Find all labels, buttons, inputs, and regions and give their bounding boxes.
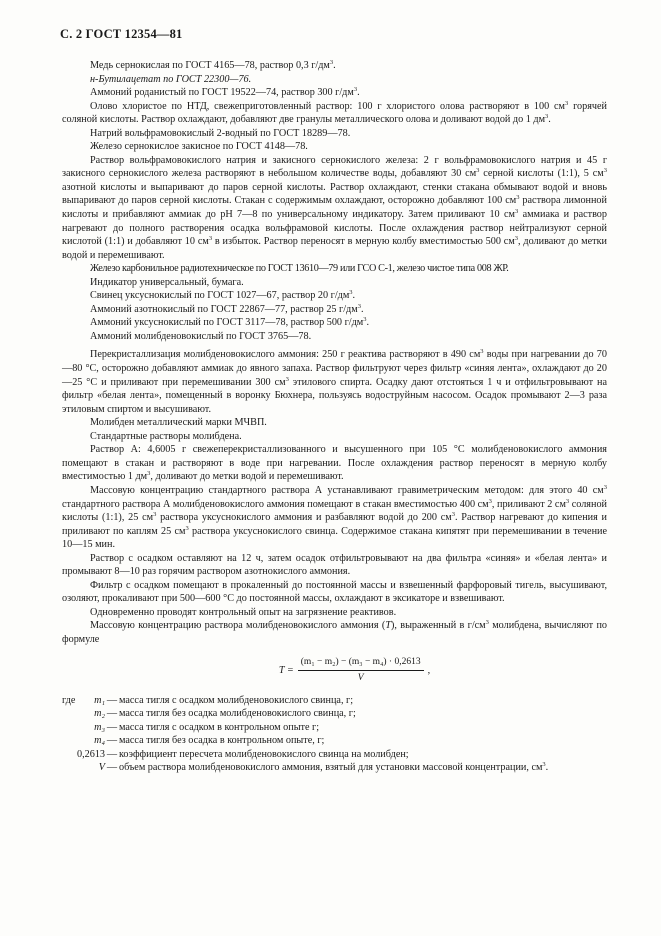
paragraph: Раствор вольфрамовокислого натрия и закисного сернокислого железа: 2 г вольфрамовокислого натрия и 45 г закисного сернокислого железа растворяют в небольшом количестве воды, добавляют 30 $см^3$ серной кислоты (1:1), 5 $см^3$ азотной кислоты и выпаривают до паров серной кислоты. Раствор охлаждают, стенки стакана обмывают водой и вновь выпаривают до паров серной кислоты. Стакан с содержимым охлаждают, осторожно добавляют 100 $см^3$ раствора лимонной кислоты и прибавляют аммиак до рН 7—8 по универсальному индикатору. Затем приливают 10 $см^3$ аммиака и раствор нагревают до полного растворения осадка вольфрамовой кислоты. После охлаждения раствор нейтрализуют серной кислотой (1:1) и добавляют 10 $см^3$ в избыток. Раствор переносят в мерную колбу вместимостью 500 $см^3$, доливают до метки водой и перемешивают. <box>62 154 608 261</box>
formula <box>102 656 607 686</box>
paragraph: Массовую концентрацию стандартного раствора А устанавливают гравиметрическим методом: для этого 40 $см^3$ стандартного раствора А молибденовокислого аммония помещают в стакан вместимостью 400 $см^3$, приливают 2 $см^3$ соляной кислоты (1:1), 25 $см^3$ раствора уксуснокислого аммония и разбавляют водой до 200 $см^3$. Раствор нагревают до кипения и приливают по каплям 25 $см^3$ раствора уксуснокислого свинца. Содержимое стакана кипятят при перемешивании в течение 10—15 мин. <box>62 483 608 551</box>
legend-symbol: 0,2613 <box>76 748 105 760</box>
paragraph: Свинец уксуснокислый по ГОСТ 1027—67, раствор 20 $г/дм^3$. <box>90 289 356 302</box>
legend-row <box>62 694 607 708</box>
legend-symbol: V <box>98 762 105 774</box>
legend-description: коэффициент пересчета молибденовокислого свинца на молибден; <box>119 748 409 760</box>
paragraph: Молибден металлический марки МЧВП. <box>90 417 267 429</box>
paragraph: Массовую концентрацию раствора молибденовокислого аммония (T), выраженный в $г/см^3$ молибдена, вычисляют по формуле <box>62 619 608 645</box>
legend-row <box>62 721 607 735</box>
paragraph: Железо сернокислое закисное по ГОСТ 4148—78. <box>90 141 308 153</box>
paragraph: Фильтр с осадком помещают в прокаленный до постоянной массы и взвешенный фарфоровый тигель, высушивают, озоляют, прокаливают при 500—600 °С до постоянной массы, охлаждают в эксикаторе и взвешивают. <box>62 579 607 605</box>
legend-intro: где <box>62 694 76 706</box>
paragraph: Индикатор универсальный, бумага. <box>90 276 244 288</box>
paragraph: Медь сернокислая по ГОСТ 4165—78, раствор 0,3 $г/дм^3$. <box>90 59 336 71</box>
formula-denominator: V <box>357 673 364 684</box>
paragraph: Перекристаллизация молибденовокислого аммония: 250 г реактива растворяют в 490 $см^3$ воды при нагревании до 70—80 °С, осторожно добавляют аммиак до явного запаха. Раствор фильтруют через фильтр «синяя лента», охлаждают до 20—25 °С и приливают при перемешивании 300 $см^3$ этилового спирта. Осадку дают отстояться 1 ч и отфильтровывают на фильтр «белая лента», помещенный в воронку Бюхнера, пользуясь водоструйным насосом. Осадок промывают 2—3 раза этиловым спиртом и высушивают. <box>62 348 607 415</box>
legend-description: объем раствора молибденовокислого аммония, взятый для установки массовой концентрации, $см^3$. <box>119 761 549 774</box>
legend-dash: — <box>106 694 118 706</box>
formula-lhs: T = <box>278 664 294 676</box>
legend-row <box>62 748 607 762</box>
legend-description: масса тигля с осадком молибденовокислого свинца, г; <box>119 694 354 706</box>
legend-dash: — <box>106 735 118 747</box>
paragraph: Железо карбонильное радиотехническое по ГОСТ 13610—79 или ГСО С-1, железо чистое типа 008 ЖР. <box>90 263 509 275</box>
paragraph: н-Бутилацетат по ГОСТ 22300—76. <box>90 73 252 85</box>
paragraph: Натрий вольфрамовокислый 2-водный по ГОСТ 18289—78. <box>90 127 351 139</box>
paragraph: Аммоний роданистый по ГОСТ 19522—74, раствор 300 $г/дм^3$. <box>90 86 360 99</box>
formula-numerator: (m₁ − m₂) − (m₃ − m₄) · 0,2613 <box>298 656 424 672</box>
paragraph: Олово хлористое по НТД, свежеприготовленный раствор: 100 г хлористого олова растворяют в 100 $см^3$ горячей соляной кислоты. Раствор охлаждают, добавляют две гранулы металлического олова и доливают водой до 1 $дм^3$. <box>62 99 607 126</box>
legend-description: масса тигля без осадка в контрольном опыте, г; <box>119 735 325 747</box>
paragraph: Раствор А: 4,6005 г свежеперекристаллизованного и высушенного при 105 °С молибденовокислого аммония помещают в стакан и растворяют в воде при нагревании. После охлаждения раствор переносят в мерную колбу вместимостью 1 $дм^3$, доливают до метки водой и перемешивают. <box>62 444 607 483</box>
legend-dash: — <box>106 708 118 720</box>
page-header: С. 2 ГОСТ 12354—81 <box>60 27 183 41</box>
paragraph: Стандартные растворы молибдена. <box>90 430 242 442</box>
legend-symbol: m₃ <box>94 721 105 733</box>
document-body <box>62 59 607 775</box>
legend-row <box>62 761 607 775</box>
legend-dash: — <box>106 762 118 774</box>
formula-fraction <box>298 656 424 686</box>
paragraph: Аммоний молибденовокислый по ГОСТ 3765—78. <box>90 330 312 342</box>
formula-legend <box>62 694 607 775</box>
formula-tail: , <box>427 664 431 676</box>
legend-dash: — <box>106 721 118 733</box>
legend-symbol: m₄ <box>94 735 105 747</box>
legend-dash: — <box>106 748 118 760</box>
legend-symbol: m₂ <box>94 708 105 720</box>
legend-row <box>62 707 607 721</box>
legend-description: масса тигля без осадка молибденовокислого свинца, г; <box>119 708 356 720</box>
paragraph: Одновременно проводят контрольный опыт на загрязнение реактивов. <box>90 606 397 618</box>
legend-symbol: m₁ <box>94 694 105 706</box>
paragraph: Раствор с осадком оставляют на 12 ч, затем осадок отфильтровывают на два фильтра «синяя» и «белая лента» и промывают 8—10 раз горячим раствором азотнокислого аммония. <box>62 552 607 578</box>
paragraph: Аммоний азотнокислый по ГОСТ 22867—77, раствор 25 $г/дм^3$. <box>90 302 364 315</box>
paragraph: Аммоний уксуснокислый по ГОСТ 3117—78, раствор 500 $г/дм^3$. <box>90 316 370 329</box>
legend-row <box>62 734 607 748</box>
legend-description: масса тигля с осадком в контрольном опыте г; <box>119 721 320 733</box>
